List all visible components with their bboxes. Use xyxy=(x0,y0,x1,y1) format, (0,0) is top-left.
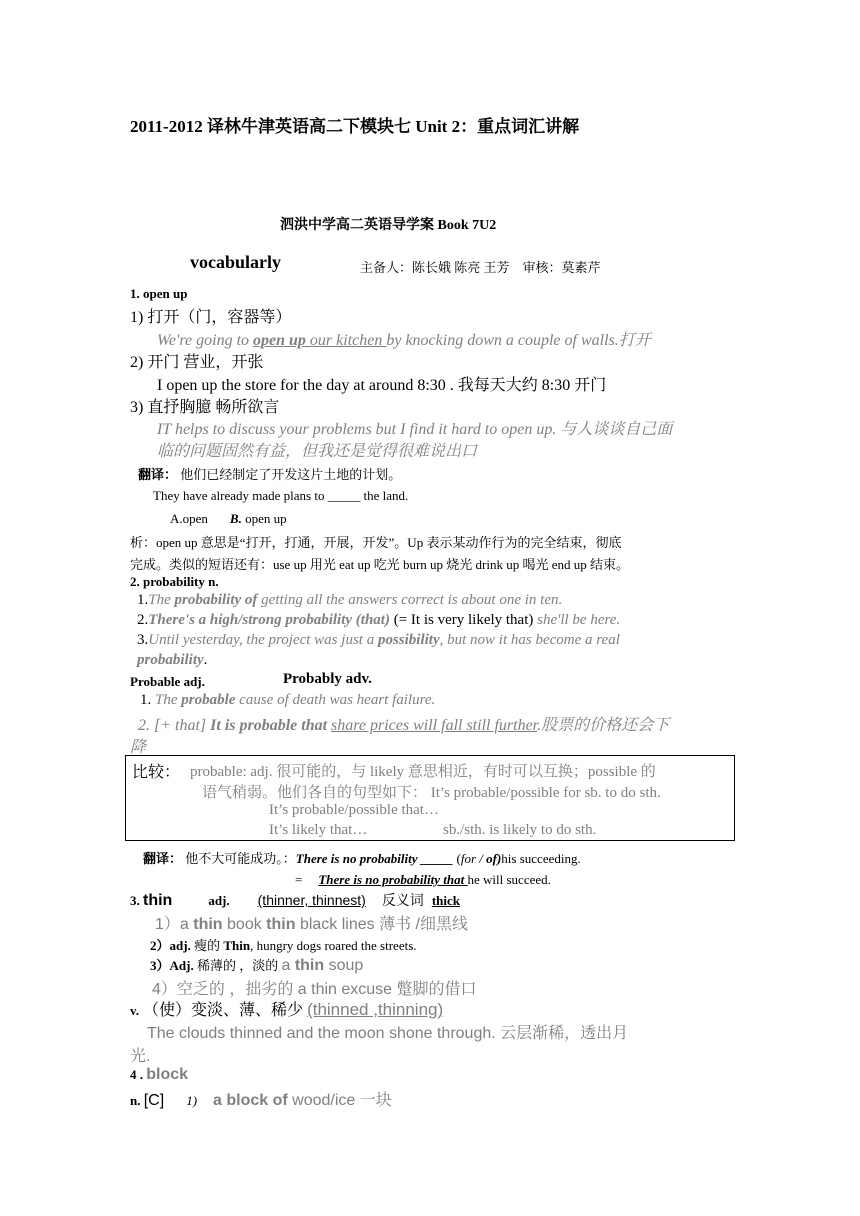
translation-choice-answer: of) xyxy=(486,851,502,866)
compare-line-1: probable: adj. 很可能的，与 likely 意思相近，有时可以互换；possible 的 xyxy=(190,764,656,780)
headword: thin xyxy=(143,892,173,909)
countable-tag: [C] xyxy=(143,1092,165,1109)
meaning-3-example-line2: 临的问题固然有益，但我还是觉得很难说出口 xyxy=(157,443,478,460)
compare-line-2: 语气稍弱。他们各自的句型如下： It’s probable/possible for sb. to do sth. xyxy=(202,785,661,801)
meaning-pos: 2）adj. xyxy=(150,938,191,953)
example-text: our kitchen xyxy=(305,332,387,349)
meaning-3-label: 3) 直抒胸臆 畅所欲言 xyxy=(130,399,280,416)
antonym-word: thick xyxy=(431,893,460,908)
headword-use: thin xyxy=(266,916,296,933)
probability-example-1 xyxy=(137,592,562,609)
noun-label: n. xyxy=(130,1093,144,1108)
verb-meaning: （使）变淡、薄、稀少 xyxy=(139,1002,308,1019)
probability-example-2 xyxy=(137,612,620,629)
probable-example-2-cont: 降 xyxy=(130,739,147,756)
example-text: The xyxy=(148,592,175,608)
document-subtitle: 泗洪中学高二英语导学案 Book 7U2 xyxy=(280,218,497,233)
section-number: 4 . xyxy=(130,1067,147,1082)
thin-meaning-1 xyxy=(155,911,468,934)
meaning-pos: 3）Adj. xyxy=(150,958,194,973)
example-keyword: probability xyxy=(137,652,204,668)
thin-verb-example-1: The clouds thinned and the moon shone through. 云层渐稀，透出月 xyxy=(147,1025,629,1042)
option-a: A.open xyxy=(170,511,208,526)
probable-example-1 xyxy=(140,692,435,709)
meaning-text: 稀薄的 ，淡的 xyxy=(193,958,282,973)
document-title: 2011-2012 译林牛津英语高二下模块七 Unit 2：重点词汇讲解 xyxy=(130,117,580,136)
meaning-3-example-line1: IT helps to discuss your problems but I find it hard to open up. 与人谈谈自己面 xyxy=(157,421,673,438)
example-number: 1. xyxy=(137,592,149,608)
thin-meaning-4: 4）空乏的 ，拙劣的 a thin excuse 蹩脚的借口 xyxy=(152,981,477,998)
translation-text: ( xyxy=(453,851,461,866)
vocabulary-heading: vocabularly xyxy=(190,252,282,272)
equivalent-text: he will succeed. xyxy=(467,872,551,887)
translation-label: 翻译： xyxy=(143,851,183,866)
translation-label: 翻译： xyxy=(138,467,178,482)
example-text: Until yesterday, the project was just a xyxy=(148,632,378,648)
word-forms: (thinner, thinnest) xyxy=(257,892,366,908)
section-block-heading xyxy=(130,1066,188,1084)
headword-use: a block of xyxy=(213,1092,288,1109)
example-keyword: probable xyxy=(181,692,236,708)
example-text: getting all the answers correct is about one in ten. xyxy=(257,592,563,608)
translation-choice: for / xyxy=(460,851,487,866)
probability-example-3-cont xyxy=(137,652,207,669)
translation-text: his succeeding. xyxy=(501,851,581,866)
probability-equivalent xyxy=(295,872,551,888)
example-text: by knocking down a couple of walls.打开 xyxy=(386,332,651,349)
section-probability-heading: 2. probability n. xyxy=(130,574,219,589)
translation-sentence: They have already made plans to _____ the land. xyxy=(153,488,409,503)
verb-label: v. xyxy=(130,1003,140,1018)
meaning-1-label: 1) 打开（门，容器等） xyxy=(130,309,292,326)
compare-line-4b: sb./sth. is likely to do sth. xyxy=(443,822,597,838)
meaning-text: 瘦的 xyxy=(190,938,224,953)
headword-use: thin xyxy=(193,916,223,933)
meaning-text: book xyxy=(222,916,267,933)
answer-options xyxy=(170,511,287,527)
example-text: The xyxy=(155,692,182,708)
example-keyword: open up xyxy=(253,332,306,349)
example-keyword: There's a high/strong probability (that) xyxy=(148,612,390,628)
meaning-1-example xyxy=(157,327,651,350)
example-text: 2. [+ that] xyxy=(138,717,211,734)
probably-heading: Probably adv. xyxy=(283,671,372,687)
example-keyword: probability of xyxy=(174,592,258,608)
example-text: she'll be here. xyxy=(537,612,621,628)
translation-prompt xyxy=(138,464,401,483)
equals-sign: = xyxy=(295,872,303,887)
probable-heading: Probable adj. xyxy=(130,674,205,689)
section-number: 3. xyxy=(130,893,143,908)
option-b-letter: B. xyxy=(229,511,242,526)
compare-label: 比较： xyxy=(132,764,181,781)
option-b-text: open up xyxy=(241,511,287,526)
compare-box xyxy=(125,755,735,841)
meaning-text: 1）a xyxy=(155,916,194,933)
thin-meaning-3 xyxy=(150,955,363,975)
probability-example-3 xyxy=(137,632,620,649)
verb-forms: (thinned ,thinning) xyxy=(307,1000,444,1019)
meaning-text: black lines 薄书 /细黑线 xyxy=(295,916,468,933)
block-noun-line xyxy=(130,1087,392,1110)
meaning-text: , hungry dogs roared the streets. xyxy=(250,938,417,953)
probability-translation xyxy=(143,848,581,867)
analysis-line-1: 析：open up 意思是“打开，打通，开展，开发”。Up 表示某动作行为的完全结束，彻底 xyxy=(130,535,622,550)
example-text: , but now it has become a real xyxy=(439,632,620,648)
meaning-text: wood/ice 一块 xyxy=(287,1092,392,1109)
translation-answer: There is no probability _____ xyxy=(295,851,454,866)
headword-use: thin xyxy=(294,957,325,974)
example-text: .股票的价格还会下 xyxy=(537,717,670,734)
example-underlined: share prices will fall still further xyxy=(331,717,538,734)
meaning-2-label: 2) 开门 营业，开张 xyxy=(130,354,264,371)
example-text: (= It is very likely that) xyxy=(389,612,538,628)
example-number: 3. xyxy=(137,632,149,648)
headword: block xyxy=(146,1066,189,1083)
preparers-line: 主备人：陈长娥 陈亮 王芳 审核：莫素芹 xyxy=(360,260,601,275)
example-number: 1. xyxy=(140,692,155,708)
meaning-2-example: I open up the store for the day at around 8:30 . 我每天大约 8:30 开门 xyxy=(157,377,607,394)
example-text: cause of death was heart failure. xyxy=(235,692,436,708)
example-text: . xyxy=(203,652,208,668)
thin-verb-line xyxy=(130,997,443,1020)
example-keyword: possibility xyxy=(377,632,440,648)
compare-line-4a: It’s likely that… xyxy=(269,822,368,838)
translation-text: 他们已经制定了开发这片土地的计划。 xyxy=(177,467,402,482)
translation-text: 他不大可能成功。： xyxy=(182,851,296,866)
section-thin-heading xyxy=(130,890,460,910)
thin-verb-example-2: 光. xyxy=(130,1048,151,1065)
equivalent-underlined: There is no probability that xyxy=(318,872,468,887)
antonym-label: 反义词 xyxy=(381,894,424,909)
thin-meaning-2 xyxy=(150,935,417,954)
analysis-line-2: 完成。类似的短语还有：use up 用光 eat up 吃光 burn up 烧光 drink up 喝光 end up 结束。 xyxy=(130,557,630,572)
part-of-speech: adj. xyxy=(208,893,230,908)
probable-example-2 xyxy=(138,712,669,735)
section-open-up-heading: 1. open up xyxy=(130,286,188,301)
example-text: We're going to xyxy=(157,332,254,349)
meaning-number: 1) xyxy=(186,1093,198,1108)
example-number: 2. xyxy=(137,612,149,628)
meaning-text: soup xyxy=(324,957,364,974)
meaning-text: a xyxy=(281,957,295,974)
headword-use: Thin xyxy=(223,938,251,953)
example-keyword: It is probable that xyxy=(210,717,328,734)
compare-line-3: It’s probable/possible that… xyxy=(269,802,439,818)
